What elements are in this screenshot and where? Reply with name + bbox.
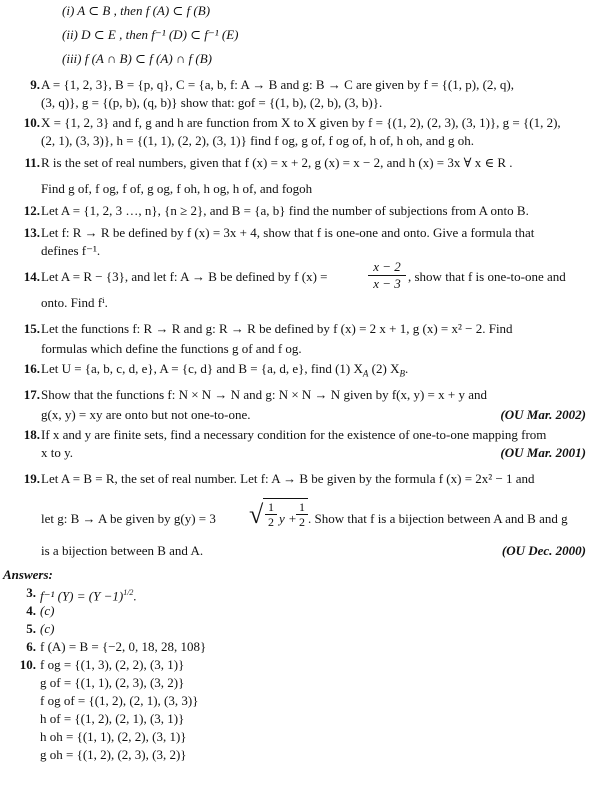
fraction-x-minus-2-over-x-minus-3: x − 2 x − 3 xyxy=(368,259,406,292)
fraction-one-half: 1 2 xyxy=(265,500,277,529)
square-root-radical: √ xyxy=(249,500,264,529)
problem-14: 14. Let A = R − {3}, and let f: A → B be defined by f (x) = x − 2 x − 3 , show that f is one-to-one and xyxy=(23,259,566,291)
problem-19-line-2: let g: B → A be given by g(y) = 3 √ 1 2 y + 1 2 . Show that f is a bijection between A and B and g xyxy=(0,510,604,540)
citation: (OU Dec. 2000) xyxy=(501,543,586,558)
fraction-one-half-2: 1 2 xyxy=(296,500,308,529)
citation: (OU Mar. 2002) xyxy=(500,407,586,422)
citation: (OU Mar. 2001) xyxy=(500,445,586,460)
textbook-page: (i) A ⊂ B , then f (A) ⊂ f (B) (ii) D ⊂ E , then f⁻¹ (D) ⊂ f⁻¹ (E) (iii) f (A ∩ B) ⊂ f (A) ∩ f (B) 9. A = {1, 2, 3}, B = {p, q}, C = {a, b, f: A → B and g: B → C are given by f = {(1, p), (2, q), (3, q)}, g = {(p, b), (q, b)} show that: gof = {(1, b), (2, b), (3, b)}. 10. X = {1, 2, 3} and f, g and h are function from X to X given by f = {(1, 2), (2, 3), (3, 1)}, g = {(1, 2), (2, 1), (3, 3)}, h = {(1, 1), (2, 2), (3, 1)} find f og, g of, f og of, h of, h oh, and g oh. 11. R is the set of real numbers, given that f (x) = x + 2, g (x) = x − 2, and h (x) = 3x ∀ x ∈ R . Find g of, f og, f of, g og, f oh, h og, h of, and fogoh 12. Let A = {1, 2, 3 …, n}, {n ≥ 2}, and B = {a, b} find the number of subjections from A onto B. 13. Let f: R → R be defined by f (x) = 3x + 4, show that f is one-one and onto. Give a formula that defines f⁻¹. 14. Let A = R − {3}, and let f: A → B be defined by f (x) = x − 2 x − 3 , show that f is one-to-one and onto. Find fⁱ. 15. Let the functions f: R → R and g: R → R be defined by f (x) = 2 x + 1, g (x) = x² − 2. Find formulas which define the functions g of and f og. 16. Let U = {a, b, c, d, e}, A = {c, d} and B = {a, d, e}, find (1) $X_A$ (2) $X_B$. 17. Show that the functions f: N × N → N and g: N × N → N given by f(x, y) = x + y and g(x, y) = xy are onto but not one-to-one. (OU Mar. 2002) 18. If x and y are finite sets, find a necessary condition for the existence of one-to-one mapping from x to y. (OU Mar. 2001) 19. Let A = B = R, the set of real number. Let f: A → B be given by the formula f (x) = 2x² − 1 and let g: B → A be given by g(y) = 3 √ 1 2 y + 1 2 . Show that f is a bijection between A and B and g is a bijection between B and A. (OU Dec. 2000) Answers: 3. f⁻¹ $(Y) = (Y -1)^{1/2}$. 4. (c) 5. (c) 6. f (A) = B = {−2, 0, 18, 28, 108} 10. f og = {(1, 3), (2, 2), (3, 1)} g of = {(1, 1), (2, 3), (3, 2)} f og of = {(1, 2), (2, 1), (3, 3)} h of = {(1, 2), (2, 1), (3, 1)} h oh = {(1, 1), (2, 2), (3, 1)} g oh = {(1, 2), (2, 3), (3, 2)} xyxy=(0,0,604,790)
